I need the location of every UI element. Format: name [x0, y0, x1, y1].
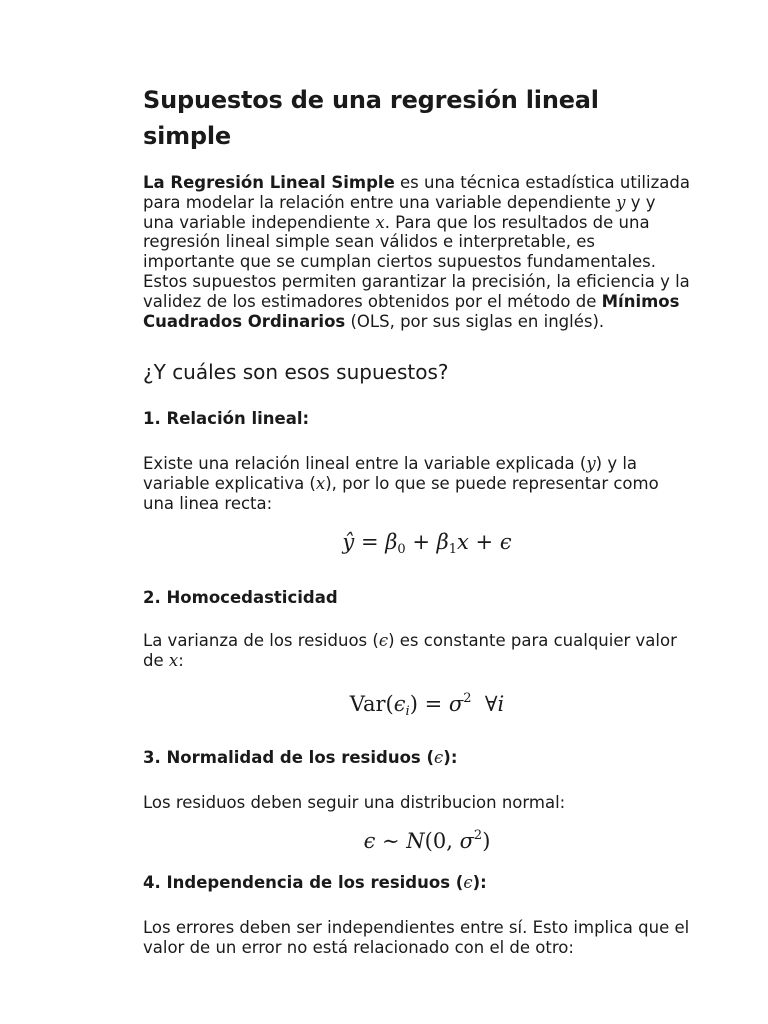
section-3-heading: 3. Normalidad de los residuos (ϵ): — [143, 748, 458, 768]
var-y: y — [616, 192, 626, 212]
article — [143, 82, 691, 958]
epsilon-symbol: ϵ — [434, 748, 444, 768]
epsilon-symbol: ϵ — [463, 873, 473, 893]
section-4-text: Los errores deben ser independientes entre sí. Esto implica que el valor de un error no está relacionado con el de otro: — [143, 918, 690, 957]
var-y: y — [586, 454, 596, 474]
section-3-text: Los residuos deben seguir una distribucion normal: — [143, 793, 566, 813]
intro-paragraph: La Regresión Lineal Simple es una técnica estadística utilizada para modelar la relación entre una variable dependiente y y y una variable independiente x. Para que los resultados de una regresión lineal simple sean válidos e interpretable, es importante que se cumplan ciertos supuestos fundamentales. Estos supuestos permiten garantizar la precisión, la eficiencia y la validez de los estimadores obtenidos por el método de Mínimos Cuadrados Ordinarios (OLS, por sus siglas en inglés). — [143, 173, 690, 331]
section-2-text: La varianza de los residuos (ϵ) es constante para cualquier valor de x: — [143, 630, 677, 670]
equation-linear-model: ŷ = $\beta_0 + \beta_1x + \epsilon$ — [342, 529, 512, 557]
term-minimos-cuadrados: Mínimos Cuadrados Ordinarios — [143, 291, 680, 331]
var-x: x — [375, 212, 385, 232]
section-question: ¿Y cuáles son esos supuestos? — [143, 360, 449, 385]
var-x: x — [315, 474, 326, 494]
section-4-heading: 4. Independencia de los residuos (ϵ): — [143, 873, 487, 893]
equation-normality: ϵ ∼ N(0, $\sigma^2$) — [363, 828, 491, 854]
term-regresion-lineal-simple: La Regresión Lineal Simple — [143, 173, 395, 192]
epsilon-symbol: ϵ — [378, 630, 389, 650]
section-1-text: Existe una relación lineal entre la variable explicada (y) y la variable explicativa (x), por lo que se puede representar como una linea recta: — [143, 454, 659, 513]
section-1-heading: 1. Relación lineal: — [143, 409, 310, 429]
equation-homoscedasticity: $Var(\epsilon_i) = \sigma^2$ ∀i — [349, 691, 505, 720]
page-title: Supuestos de una regresión lineal simple — [143, 86, 599, 150]
section-2-heading: 2. Homocedasticidad — [143, 587, 338, 607]
var-x: x — [168, 650, 179, 670]
